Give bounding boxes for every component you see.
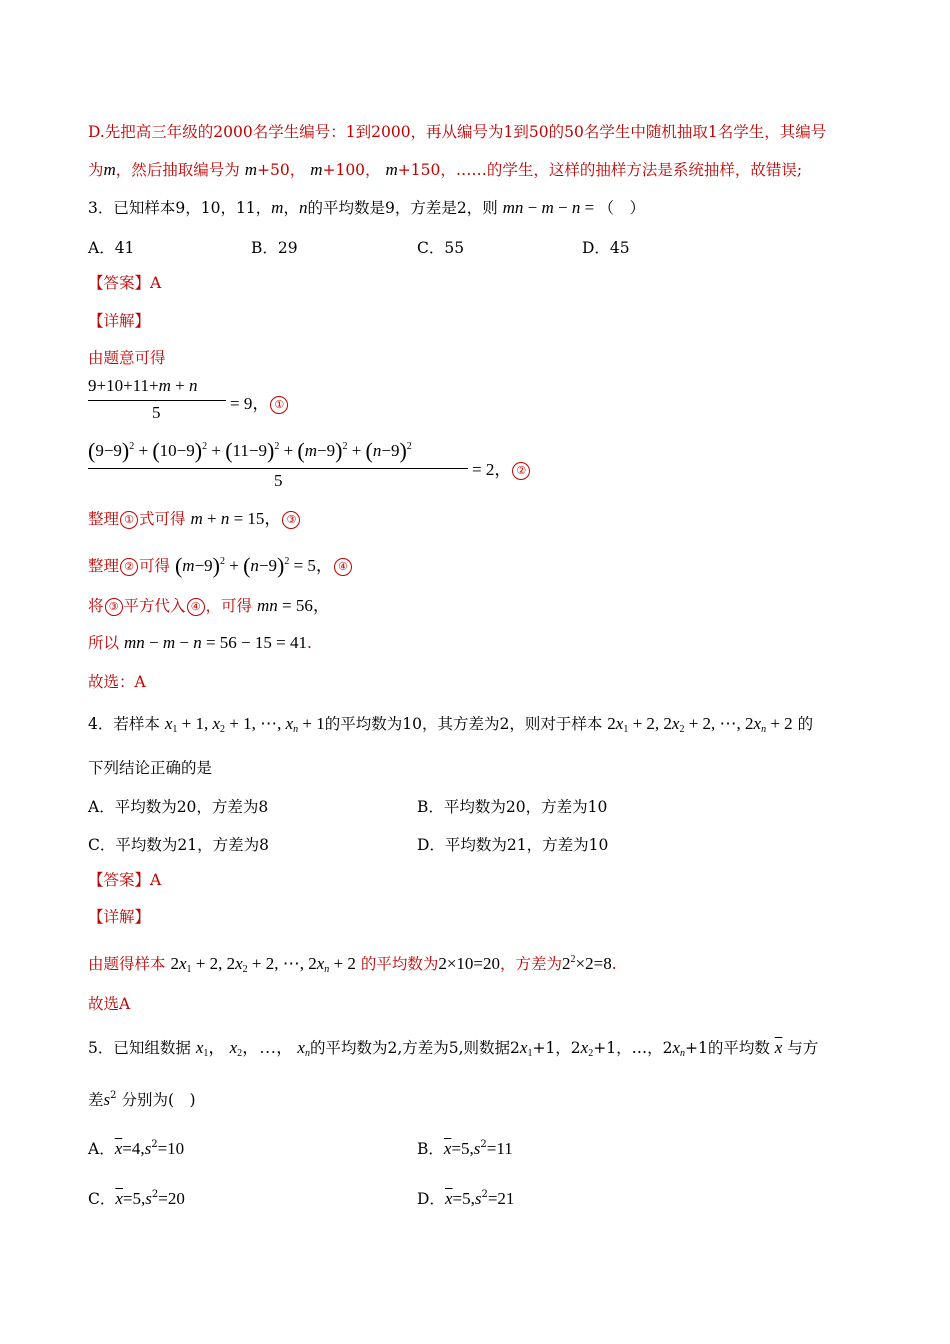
prev-solution-line-2: 为m，然后抽取编号为 m+50， m+100， m+150，……的学生，这样的抽样方法是系统抽样，故错误; [88, 160, 803, 179]
q3-option-c[interactable]: C．55 [417, 239, 465, 257]
q4-stem-line-1: 4．若样本 $x_1 + 1$, $x_2 + 1$, ⋯, $x_n + 1$的平均数为10，其方差为2，则对于样本 $2x_1 + 2$, $2x_2 + 2$, ⋯, $2x_n + 2$ 的 [88, 714, 814, 735]
q3-step-4: 整理 ② 可得 $(m-9)^2 + (n-9)^2 = 5$， ④ [88, 552, 353, 576]
q3-stem: 3．已知样本9，10，11，m，n的平均数是9，方差是2，则 mn − m − n = （ ） [88, 198, 645, 217]
q3-option-d[interactable]: D．45 [582, 239, 630, 257]
q3-detail-heading: 【详解】 [88, 312, 151, 330]
q4-stem-line-2: 下列结论正确的是 [88, 759, 213, 777]
q5-option-d[interactable]: D．$\overline{x}=5,s^2=21$ [417, 1189, 515, 1208]
q3-by-text: 由题意可得 [88, 349, 166, 367]
q4-solution: 由题得样本 $2x_1 + 2$, $2x_2 + 2$, ⋯, $2x_n + 2$ 的平均数为2×10=20，方差为$2^2\times 2=8$. [88, 954, 617, 975]
q4-option-b[interactable]: B．平均数为20，方差为10 [417, 798, 608, 816]
q3-conclusion: 故选：A [88, 673, 146, 691]
q4-option-d[interactable]: D．平均数为21，方差为10 [417, 836, 609, 854]
q3-answer: 【答案】A [88, 274, 162, 292]
q4-answer: 【答案】A [88, 871, 162, 889]
q4-option-a[interactable]: A．平均数为20，方差为8 [88, 798, 269, 816]
q5-stem-line-2: 差$s^2$ 分别为( ) [88, 1090, 196, 1109]
q4-conclusion: 故选A [88, 995, 131, 1013]
q5-option-b[interactable]: B．$\overline{x}=5,s^2=11$ [417, 1139, 513, 1158]
q4-option-c[interactable]: C．平均数为21，方差为8 [88, 836, 269, 854]
q3-equation-1: 9+10+11+m + n 5 = 9， ① [88, 376, 408, 426]
q4-detail-heading: 【详解】 [88, 908, 151, 926]
q3-equation-2: $(9-9)^2 + (10-9)^2 + (11-9)^2 + (m-9)^2 + (n-9)^2$ 5 = 2， ② [88, 438, 608, 492]
q3-step-3: 整理 ① 式可得 m + n = 15， ③ [88, 509, 301, 529]
q3-option-b[interactable]: B．29 [251, 239, 298, 257]
prev-solution-line-1: D.先把高三年级的2000名学生编号：1到2000，再从编号为1到50的50名学生中随机抽取1名学生，其编号 [88, 123, 827, 141]
q5-stem-line-1: 5．已知组数据 $x_1$， $x_2$，…， $x_n$的平均数为2,方差为5,则数据$2x_1+1$，$2x_2+1$，…，$2x_n+1$的平均数 $\overline{x}$ 与方 [88, 1038, 819, 1059]
q5-option-a[interactable]: A．$\overline{x}=4,s^2=10$ [88, 1139, 185, 1158]
q3-step-5: 将 ③ 平方代入 ④ ，可得 mn = 56， [88, 596, 330, 615]
q5-option-c[interactable]: C．$\overline{x}=5,s^2=20$ [88, 1189, 185, 1208]
q3-step-6: 所以 mn − m − n = 56 − 15 = 41. [88, 633, 312, 652]
q3-option-a[interactable]: A．41 [88, 239, 135, 257]
